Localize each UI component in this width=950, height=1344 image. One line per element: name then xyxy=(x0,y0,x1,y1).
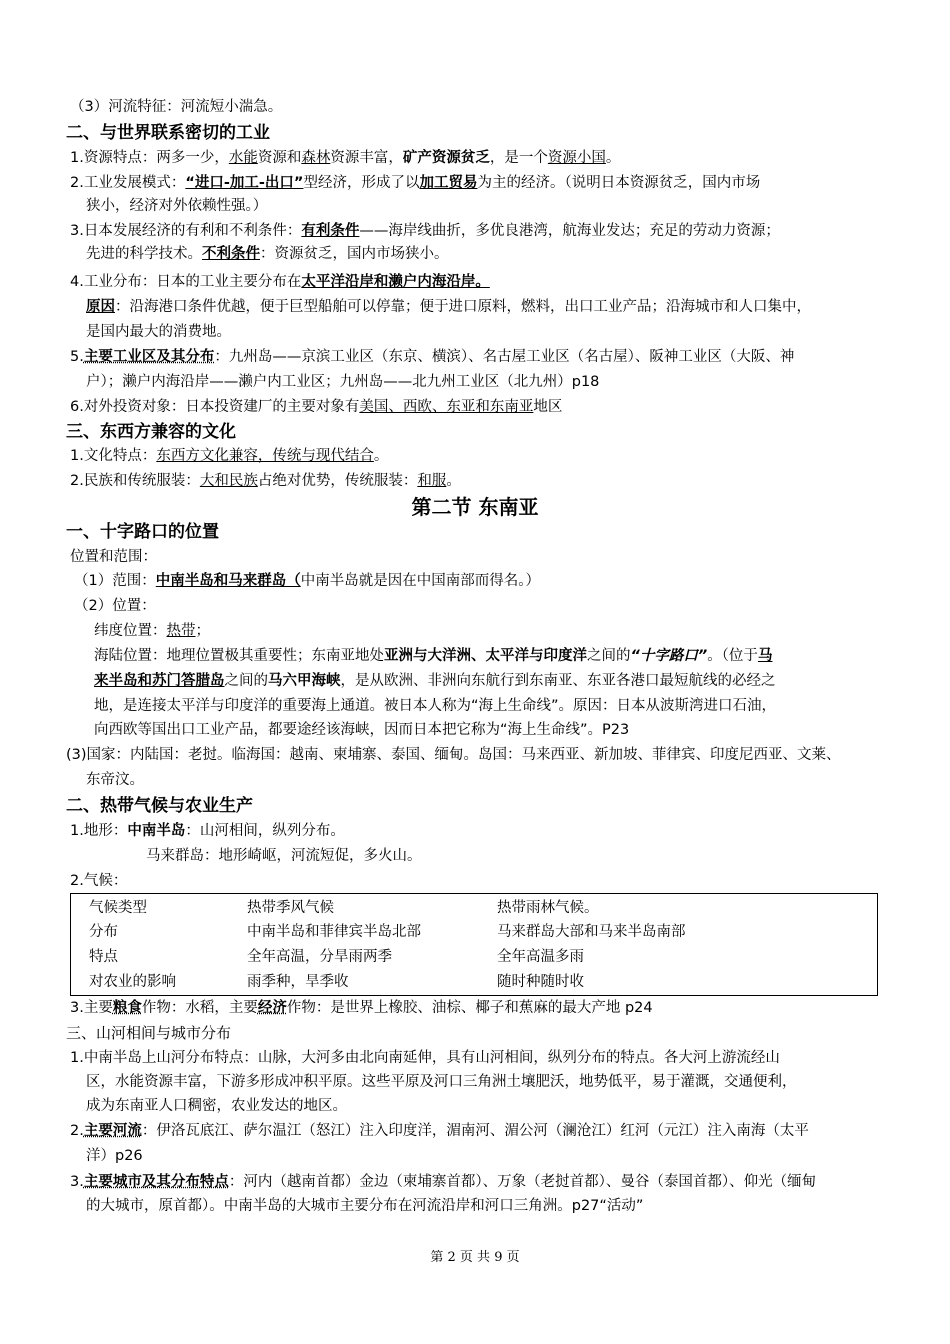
table-row: 分布 中南半岛和菲律宾半岛北部 马来群岛大部和马来半岛南部 xyxy=(89,924,686,940)
table-row: 气候类型 热带季风气候 热带雨林气候。 xyxy=(89,900,599,916)
sea-land-line-2: 来半岛和苏门答腊岛之间的马六甲海峡，是从欧洲、非洲向东航行到东南亚、东亚各港口最短航线的必经之 xyxy=(94,673,776,689)
industrial-zones-line-cont: 户）；濑户内海沿岸——濑户内工业区；九州岛——北九州工业区（北九州）p18 xyxy=(86,374,600,390)
mountain-river-line-2: 区，水能资源丰富，下游多形成冲积平原。这些平原及河口三角洲土壤肥沃，地势低平，易于灌溉，交通便利， xyxy=(86,1074,797,1090)
industrial-zones-line: 5.主要工业区及其分布：九州岛——京滨工业区（东京、横滨）、名古屋工业区（名古屋）、阪神工业区（大阪、神 xyxy=(70,349,795,365)
table-row: 对农业的影响 雨季种，旱季收 随时种随时收 xyxy=(89,974,584,990)
mountain-river-line: 1.中南半岛上山河分布特点：山脉，大河多由北向南延伸，具有山河相间，纵列分布的特点。各大河上游流经山 xyxy=(70,1050,780,1066)
conditions-line-cont: 先进的科学技术。不利条件：资源贫乏，国内市场狭小。 xyxy=(86,246,449,262)
investment-line: 6.对外投资对象：日本投资建厂的主要对象有美国、西欧、东亚和东南亚地区 xyxy=(70,399,563,415)
position-label: （2）位置： xyxy=(74,598,156,614)
sea-land-line-3: 地，是连接太平洋与印度洋的重要海上通道。被日本人称为“海上生命线”。原因：日本从波斯湾进口石油， xyxy=(94,698,777,714)
table-row: 特点 全年高温，分旱雨两季 全年高温多雨 xyxy=(89,949,584,965)
page-footer: 第 2 页 共 9 页 xyxy=(430,1250,520,1265)
ethnic-line: 2.民族和传统服装：大和民族占绝对优势，传统服装：和服。 xyxy=(70,473,461,489)
section-title: 第二节 东南亚 xyxy=(411,495,539,519)
sea-land-line: 海陆位置：地理位置极其重要性；东南亚地处亚洲与大洋洲、太平洋与印度洋之间的“十字路口”。（位于马 xyxy=(94,648,773,664)
cities-line-cont: 的大城市，原首都）。中南半岛的大城市主要分布在河流沿岸和河口三角洲。p27“活动” xyxy=(86,1198,644,1214)
culture-line: 1.文化特点：东西方文化兼容，传统与现代结合。 xyxy=(70,448,389,464)
resource-line: 1.资源特点：两多一少，水能资源和森林资源丰富，矿产资源贫乏，是一个资源小国。 xyxy=(70,150,621,166)
reason-line-cont: 是国内最大的消费地。 xyxy=(86,324,231,340)
rivers-line-cont: 洋）p26 xyxy=(86,1148,143,1164)
industry-mode-line-cont: 狭小，经济对外依赖性强。） xyxy=(86,198,268,214)
heading-rivers-cities: 三、山河相间与城市分布 xyxy=(66,1024,232,1042)
terrain-line: 1.地形：中南半岛：山河相间，纵列分布。 xyxy=(70,823,345,839)
heading-culture: 三、东西方兼容的文化 xyxy=(66,422,236,442)
sea-land-line-4: 向西欧等国出口工业产品，都要途经该海峡，因而日本把它称为“海上生命线”。P23 xyxy=(94,722,630,738)
scope-line: （1）范围：中南半岛和马来群岛（中南半岛就是因在中国南部而得名。） xyxy=(74,573,540,589)
cities-line: 3.主要城市及其分布特点：河内（越南首都）金边（柬埔寨首都）、万象（老挝首都）、曼谷（泰国首都）、仰光（缅甸 xyxy=(70,1174,817,1190)
mountain-river-line-3: 成为东南亚人口稠密，农业发达的地区。 xyxy=(86,1098,347,1114)
river-feature-line: （3）河流特征：河流短小湍急。 xyxy=(70,99,283,115)
latitude-line: 纬度位置：热带； xyxy=(94,623,210,639)
terrain-line-cont: 马来群岛：地形崎岖，河流短促，多火山。 xyxy=(146,848,422,864)
countries-line-cont: 东帝汶。 xyxy=(86,772,144,788)
countries-line: (3)国家：内陆国：老挝。临海国：越南、柬埔寨、泰国、缅甸。岛国：马来西亚、新加坡、菲律宾、印度尼西亚、文莱、 xyxy=(66,747,841,763)
climate-table xyxy=(70,893,878,996)
rivers-line: 2.主要河流：伊洛瓦底江、萨尔温江（怒江）注入印度洋，湄南河、湄公河（澜沧江）红河（元江）注入南海（太平 xyxy=(70,1123,809,1139)
position-scope-label: 位置和范围： xyxy=(70,549,157,565)
heading-position: 一、十字路口的位置 xyxy=(66,522,219,542)
industry-mode-line: 2.工业发展模式：“进口-加工-出口”型经济，形成了以加工贸易为主的经济。（说明日本资源贫乏，国内市场 xyxy=(70,175,761,191)
industry-distribution-line: 4.工业分布：日本的工业主要分布在太平洋沿岸和濑户内海沿岸。 xyxy=(70,274,490,290)
conditions-line: 3.日本发展经济的有利和不利条件：有利条件——海岸线曲折，多优良港湾，航海业发达；充足的劳动力资源； xyxy=(70,223,780,239)
heading-climate: 二、热带气候与农业生产 xyxy=(66,796,253,816)
crops-line: 3.主要粮食作物：水稻，主要经济作物：是世界上橡胶、油棕、椰子和蕉麻的最大产地 p24 xyxy=(70,1000,653,1016)
climate-label: 2.气候： xyxy=(70,873,128,889)
heading-industry: 二、与世界联系密切的工业 xyxy=(66,123,270,143)
reason-line: 原因：沿海港口条件优越，便于巨型船舶可以停靠；便于进口原料，燃料，出口工业产品；沿海城市和人口集中， xyxy=(86,299,811,315)
